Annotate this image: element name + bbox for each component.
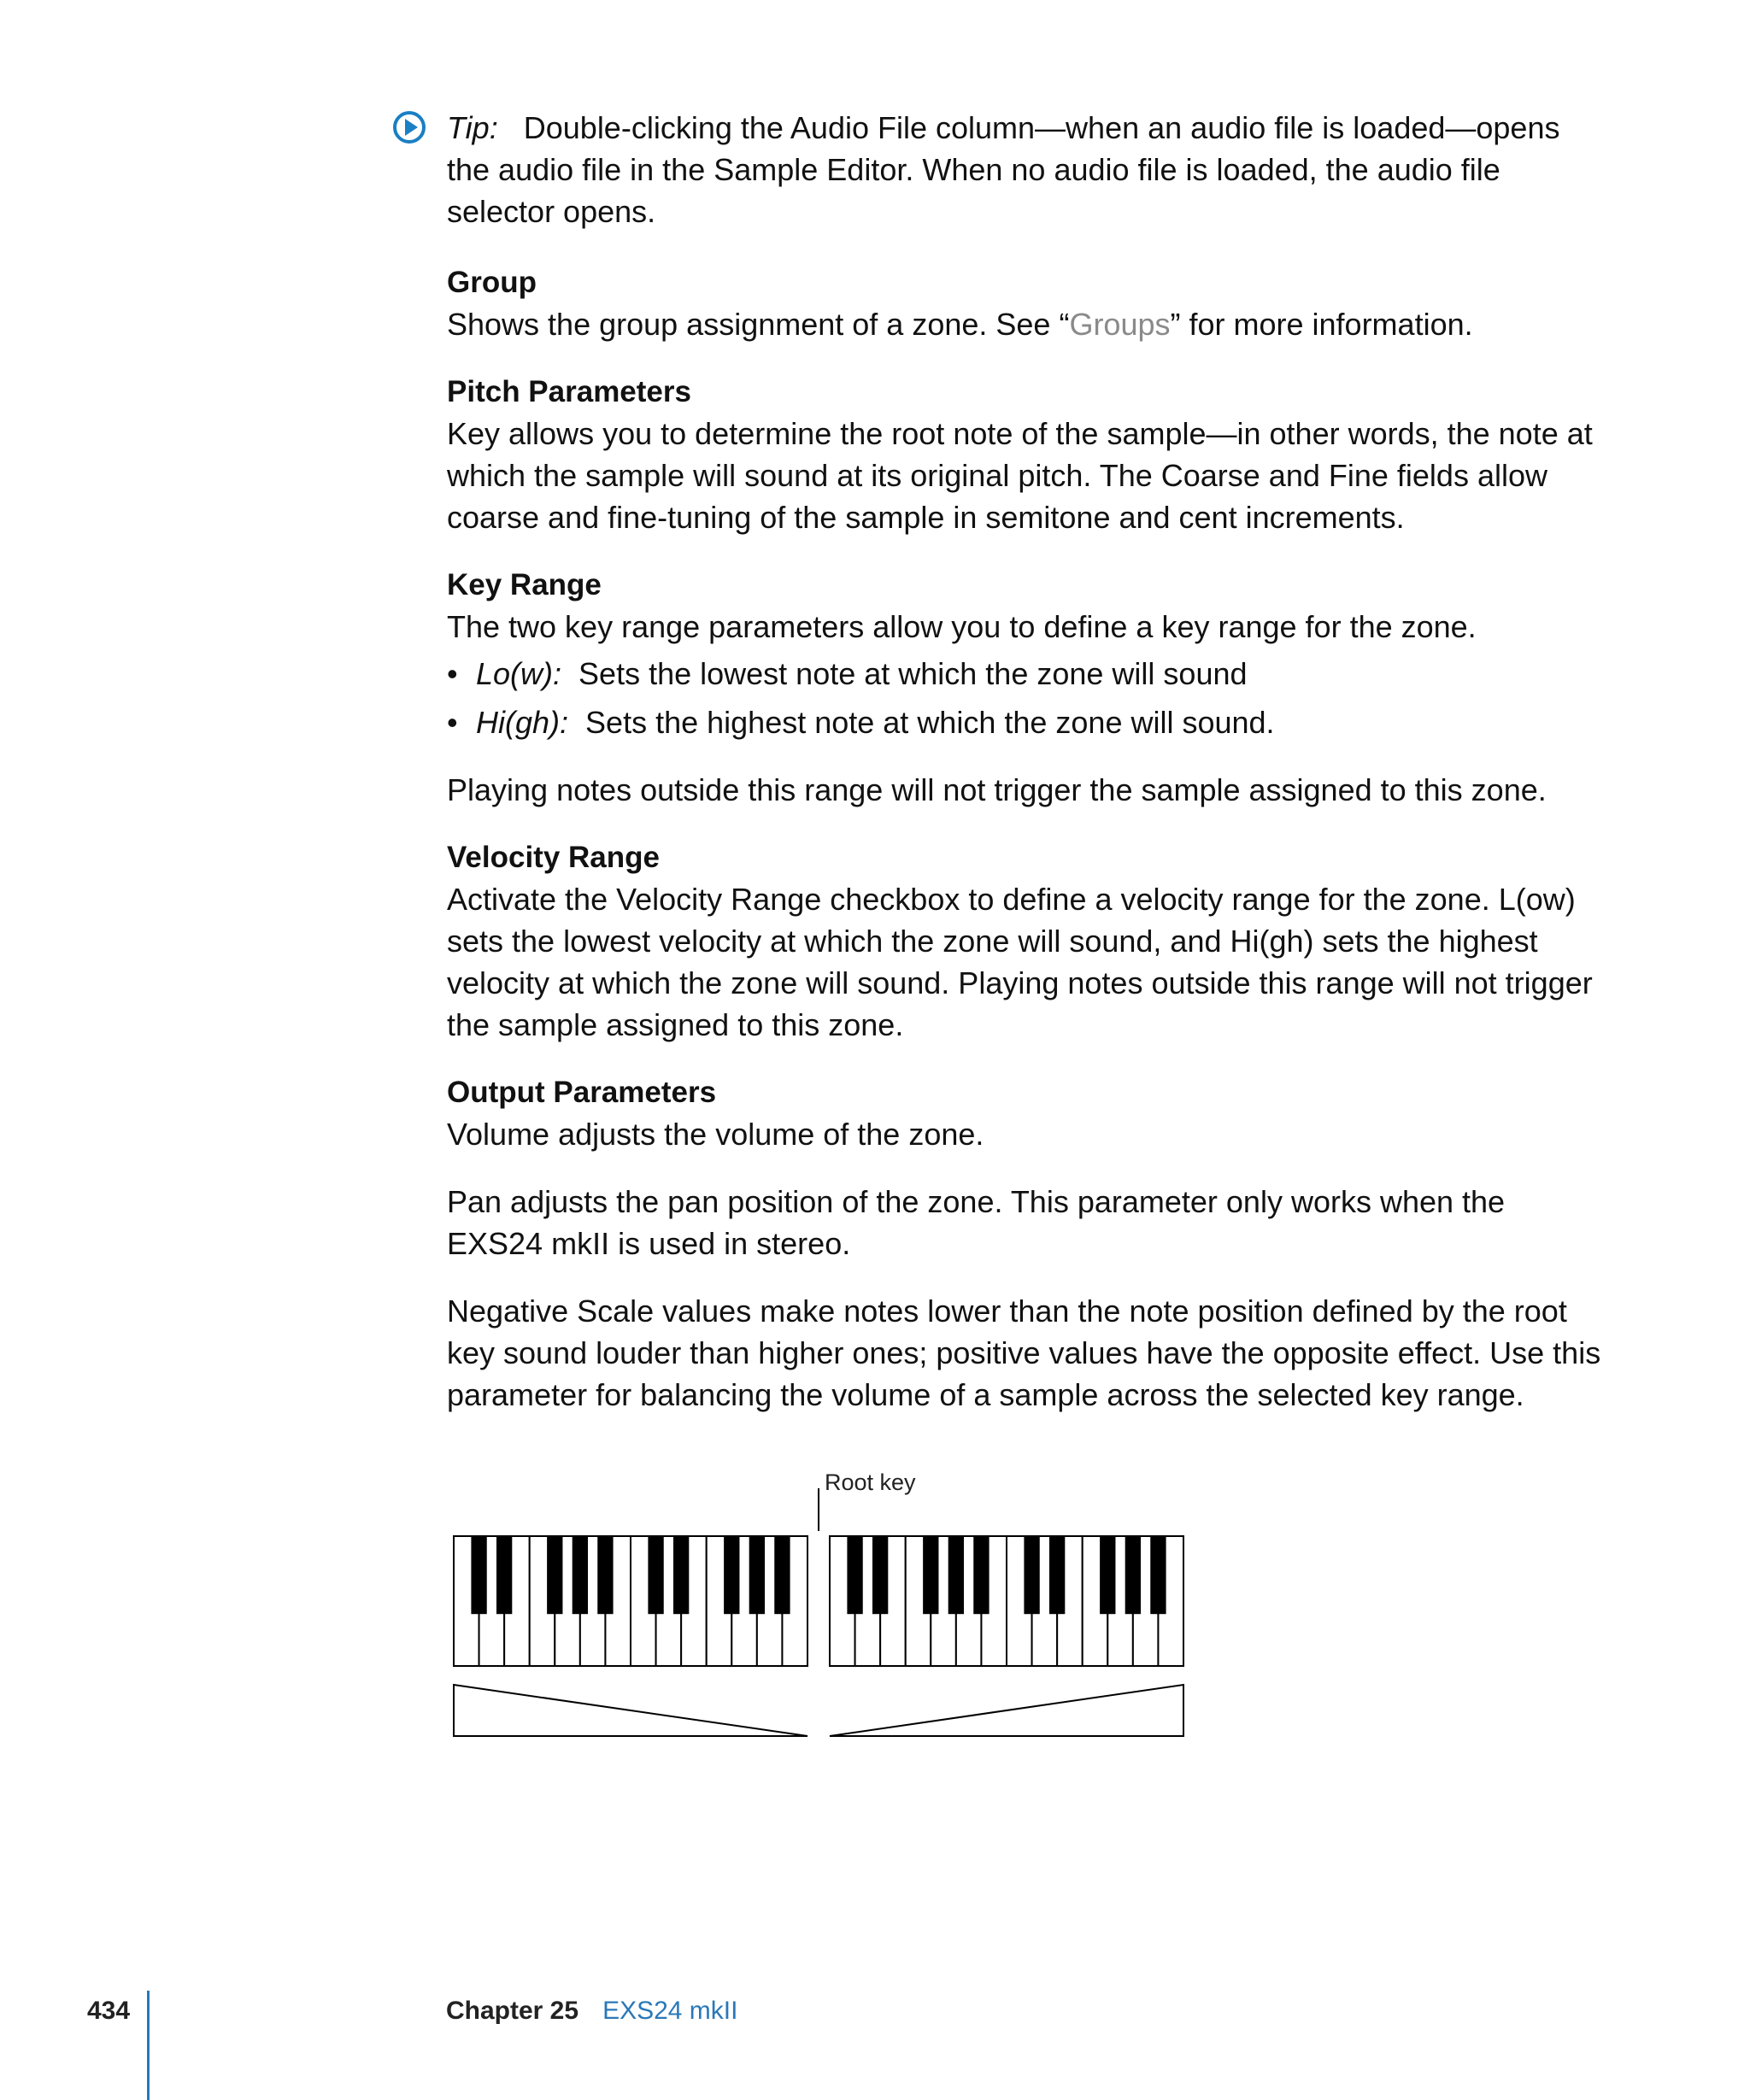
right-volume-wedge [830,1685,1183,1736]
black-key [774,1536,790,1614]
section-velocity [447,836,1609,1046]
section-pitch [447,371,1609,538]
black-key [923,1536,938,1614]
black-key [673,1536,689,1614]
black-key [597,1536,613,1614]
section-title-pitch: Pitch Parameters [447,375,691,408]
root-key-label: Root key [825,1469,916,1495]
section-key-range [447,564,1609,811]
right-keyboard [830,1536,1183,1666]
output-p3: Negative Scale values make notes lower than the note position defined by the root key sound louder than higher ones; positive values have the opposite effect. Use this parameter for balancing the volume of a sample across the selected key range. [447,1293,1601,1412]
tip-text: Double-clicking the Audio File column—when an audio file is loaded—opens the audio file in the Sample Editor. When no audio file is loaded, the audio file selector opens. [447,110,1560,229]
keyboard-illustration [447,1463,1199,1745]
tip-label: Tip: [447,110,498,145]
tip-block [447,107,1609,232]
key-range-after: Playing notes outside this range will not trigger the sample assigned to this zone. [447,772,1547,807]
black-key [1049,1536,1065,1614]
section-title-key-range: Key Range [447,568,602,601]
bullet-high: • Hi(gh): Sets the highest note at which the zone will sound. [447,705,1275,740]
section-title-velocity: Velocity Range [447,841,660,874]
black-key [872,1536,888,1614]
footer-chapter [446,1997,737,2026]
black-key [948,1536,964,1614]
black-key [1024,1536,1039,1614]
key-scale-diagram [447,1463,1199,1745]
black-key [1100,1536,1115,1614]
page-number: 434 [87,1997,131,2025]
black-key [1150,1536,1166,1614]
key-range-bullets [447,653,1609,743]
black-key [749,1536,765,1614]
group-text: Shows the group assignment of a zone. See “Groups” for more information. [447,307,1473,342]
chapter-label: Chapter 25 [446,1997,579,2025]
black-key [1125,1536,1141,1614]
black-key [973,1536,989,1614]
play-arrow-icon [393,111,426,144]
section-title-group: Group [447,266,537,299]
bullet-low: • Lo(w): Sets the lowest note at which the zone will sound [447,656,1248,691]
left-keyboard [454,1536,807,1666]
black-key [573,1536,588,1614]
black-key [496,1536,512,1614]
section-title-output: Output Parameters [447,1076,717,1109]
footer-rule [147,1991,150,2100]
velocity-text: Activate the Velocity Range checkbox to define a velocity range for the zone. L(ow) sets the lowest velocity at which the zone will sound, and Hi(gh) sets the highest velocity at which the zone will sound. Playing notes outside this range will not trigger the sample assigned to this zone. [447,882,1593,1042]
section-output [447,1071,1609,1416]
black-key [724,1536,739,1614]
key-range-text: The two key range parameters allow you to define a key range for the zone. [447,609,1477,644]
black-key [847,1536,862,1614]
pitch-text: Key allows you to determine the root note of the sample—in other words, the note at which the sample will sound at its original pitch. The Coarse and Fine fields allow coarse and fine-tuning of the sample in semitone and cent increments. [447,416,1593,535]
groups-link[interactable]: Groups [1069,307,1171,342]
black-key [648,1536,663,1614]
output-p1: Volume adjusts the volume of the zone. [447,1117,984,1152]
black-key [471,1536,486,1614]
black-key [547,1536,562,1614]
output-p2: Pan adjusts the pan position of the zone. This parameter only works when the EXS24 mkII is used in stereo. [447,1184,1506,1261]
chapter-title-link[interactable]: EXS24 mkII [602,1997,738,2025]
page-content [447,107,1609,1441]
left-volume-wedge [454,1685,807,1736]
section-group [447,261,1609,345]
